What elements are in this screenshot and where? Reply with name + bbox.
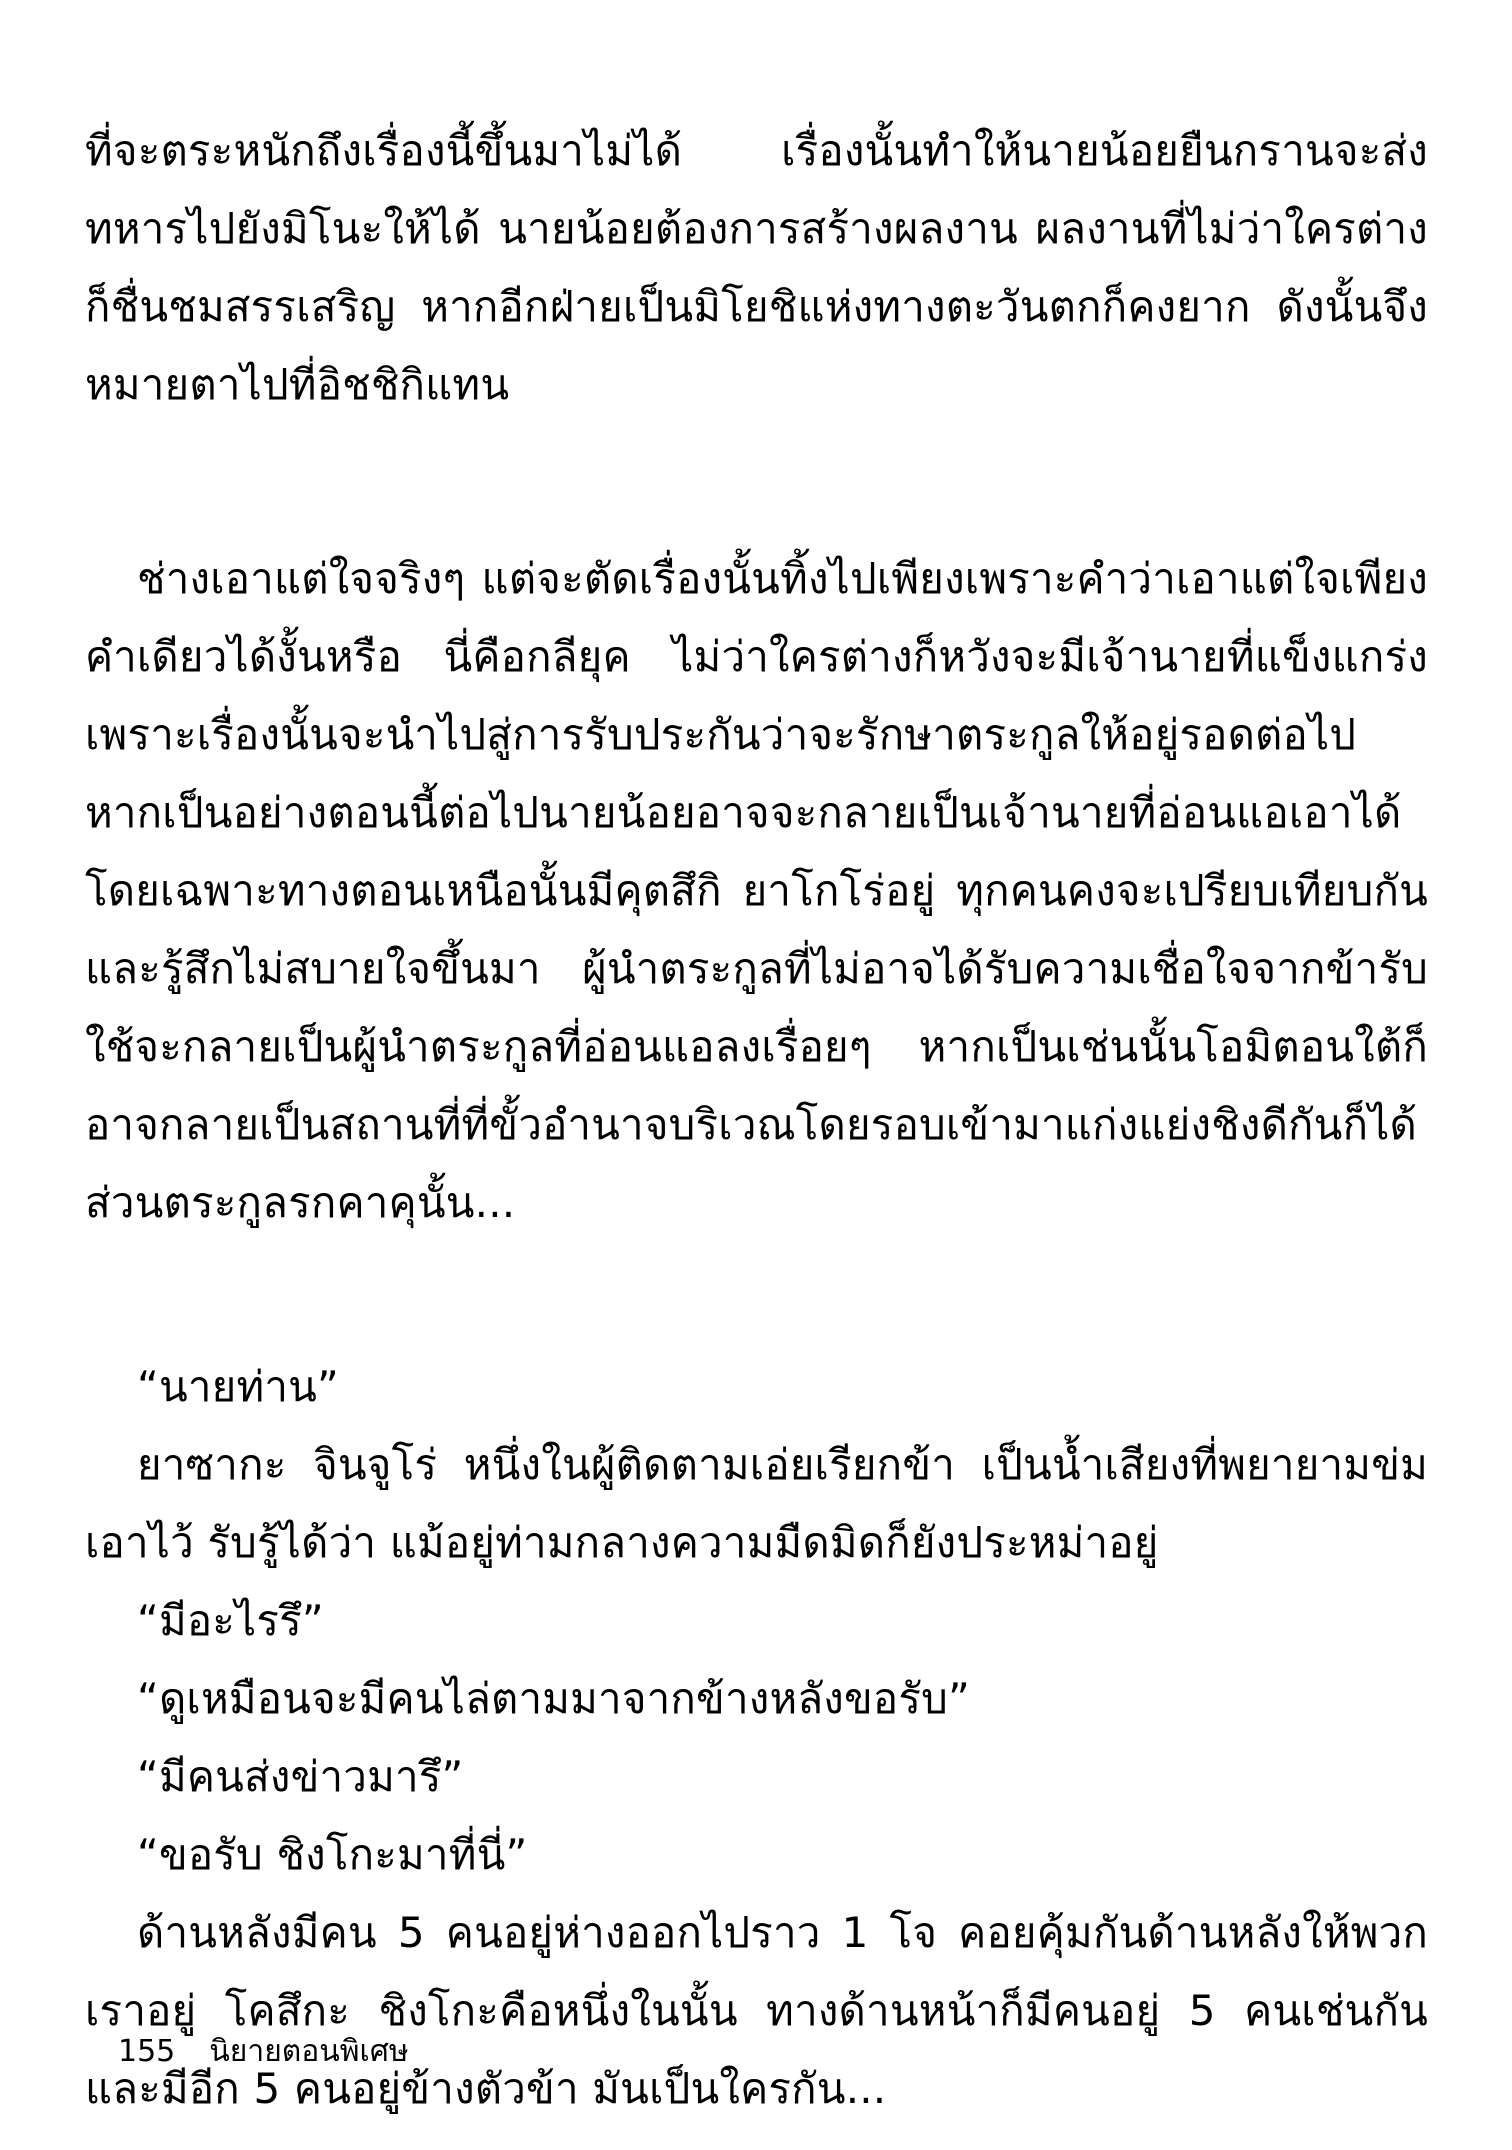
paragraph-continuation: ที่จะตระหนักถึงเรื่องนี้ขึ้นมาไม่ได้ เรื่องนั้นทำให้นายน้อยยืนกรานจะส่งทหารไปยังมิโนะให้ได้ นายน้อยต้องการสร้างผลงาน ผลงานที่ไม่ว่าใครต่างก็ชื่นชมสรรเสริญ หากอีกฝ่ายเป็นมิโยชิแห่งทางตะวันตกก็คงยาก ดังนั้นจึงหมายตาไปที่อิชชิกิแทน [85,126,1428,409]
page-footer [118,2032,409,2072]
dialogue-line: “ดูเหมือนจะมีคนไล่ตามมาจากข้างหลังขอรับ” [137,1674,970,1723]
paragraph-narration: ยาซากะ จินจูโร่ หนึ่งในผู้ติดตามเอ่ยเรียกข้า เป็นน้ำเสียงที่พยายามข่มเอาไว้ รับรู้ได้ว่า แม้อยู่ท่ามกลางความมืดมิดก็ยังประหม่าอยู่ [85,1440,1428,1567]
dialogue-line: “มีคนส่งข่าวมารึ” [137,1752,464,1801]
body-text [85,112,1428,2128]
dialogue-line: “ขอรับ ชิงโกะมาที่นี่” [137,1830,528,1879]
page-number: 155 [118,2034,176,2069]
dialogue-line: “มีอะไรรึ” [137,1596,324,1645]
paragraph-narration: ด้านหลังมีคน 5 คนอยู่ห่างออกไปราว 1 โจ คอยคุ้มกันด้านหลังให้พวกเราอยู่ โคสึกะ ชิงโกะคือหนึ่งในนั้น ทางด้านหน้าก็มีคนอยู่ 5 คนเช่นกัน และมีอีก 5 คนอยู่ข้างตัวข้า มันเป็นใครกัน... [85,1908,1428,2113]
dialogue-line: “นายท่าน” [137,1362,340,1411]
paragraph-narration: ช่างเอาแต่ใจจริงๆ แต่จะตัดเรื่องนั้นทิ้งไปเพียงเพราะคำว่าเอาแต่ใจเพียงคำเดียวได้งั้นหรือ นี่คือกลียุค ไม่ว่าใครต่างก็หวังจะมีเจ้านายที่แข็งแกร่งเพราะเรื่องนั้นจะนำไปสู่การรับประกันว่าจะรักษาตระกูลให้อยู่รอดต่อไป หากเป็นอย่างตอนนี้ต่อไปนายน้อยอาจจะกลายเป็นเจ้านายที่อ่อนแอเอาได้โดยเฉพาะทางตอนเหนือนั้นมีคุตสึกิ ยาโกโร่อยู่ ทุกคนคงจะเปรียบเทียบกันและรู้สึกไม่สบายใจขึ้นมา ผู้นำตระกูลที่ไม่อาจได้รับความเชื่อใจจากข้ารับใช้จะกลายเป็นผู้นำตระกูลที่อ่อนแอลงเรื่อยๆ หากเป็นเช่นนั้นโอมิตอนใต้ก็อาจกลายเป็นสถานที่ที่ขั้วอำนาจบริเวณโดยรอบเข้ามาแก่งแย่งชิงดีกันก็ได้ ส่วนตระกูลรกคาคุนั้น... [85,554,1428,1227]
section-title: นิยายตอนพิเศษ [209,2034,409,2069]
